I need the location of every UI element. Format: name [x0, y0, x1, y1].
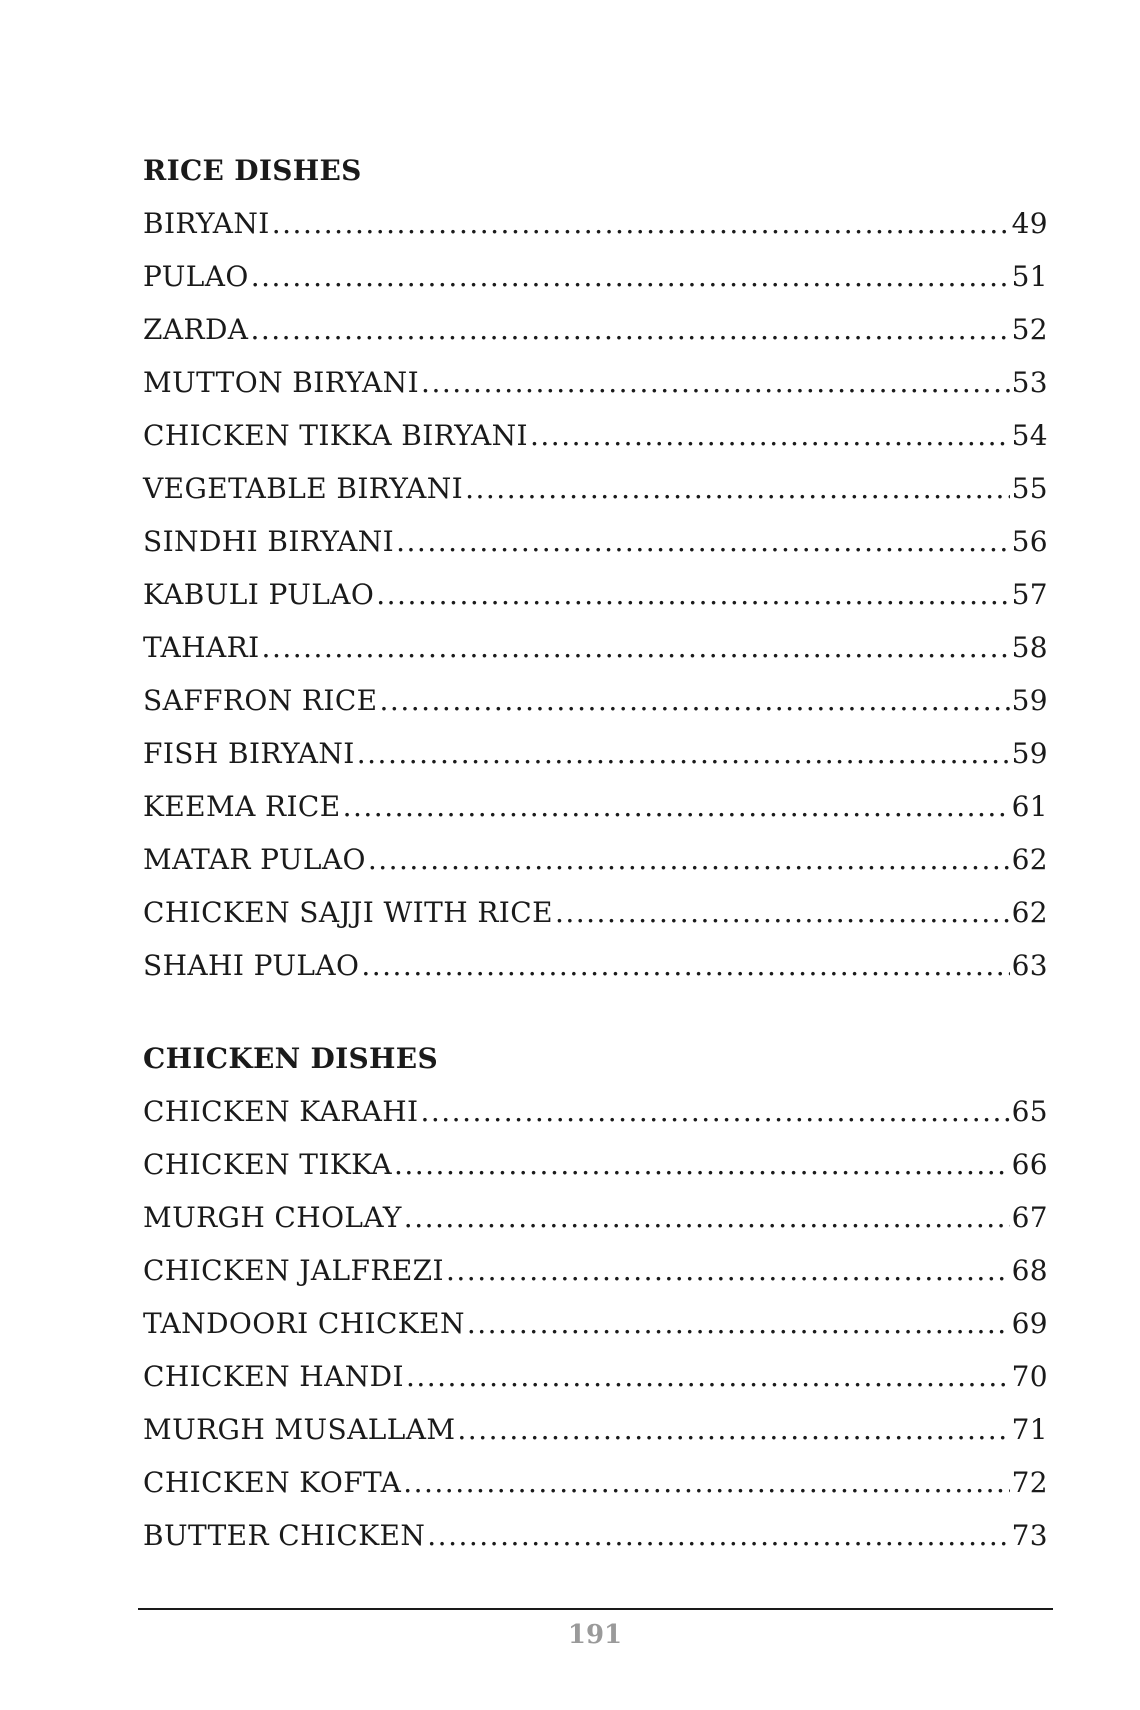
toc-entry: [143, 788, 1048, 841]
toc-entry-title: CHICKEN KARAHI: [143, 1095, 419, 1128]
dot-leader: [343, 788, 1010, 826]
dot-leader: [421, 364, 1010, 402]
toc-entry-title: ZARDA: [143, 313, 249, 346]
toc-list: [143, 1093, 1048, 1570]
section-heading: RICE DISHES: [143, 154, 362, 187]
dot-leader: [467, 1305, 1010, 1343]
dot-leader: [376, 576, 1009, 614]
toc-list: [143, 205, 1048, 1000]
toc-entry: [143, 258, 1048, 311]
toc-entry-page-number: 53: [1011, 366, 1048, 399]
dot-leader: [406, 1358, 1010, 1396]
dot-leader: [403, 1464, 1009, 1502]
toc-section-rice-dishes: [143, 152, 1048, 1000]
section-heading: CHICKEN DISHES: [143, 1042, 438, 1075]
toc-entry: [143, 417, 1048, 470]
toc-entry-page-number: 70: [1011, 1360, 1048, 1393]
toc-entry-page-number: 52: [1011, 313, 1048, 346]
toc-entry: [143, 470, 1048, 523]
toc-entry: [143, 1464, 1048, 1517]
dot-leader: [262, 629, 1010, 667]
toc-entry-page-number: 69: [1011, 1307, 1048, 1340]
footer-divider: [138, 1608, 1053, 1610]
toc-entry-title: VEGETABLE BIRYANI: [143, 472, 464, 505]
dot-leader: [465, 470, 1009, 508]
toc-entry-page-number: 73: [1011, 1519, 1048, 1552]
dot-leader: [368, 841, 1010, 879]
toc-entry-page-number: 62: [1011, 843, 1048, 876]
toc-entry-page-number: 66: [1011, 1148, 1048, 1181]
toc-entry-page-number: 54: [1011, 419, 1048, 452]
toc-entry-page-number: 57: [1011, 578, 1048, 611]
dot-leader: [272, 205, 1010, 243]
toc-entry-page-number: 62: [1011, 896, 1048, 929]
toc-entry: [143, 1411, 1048, 1464]
toc-entry-page-number: 72: [1011, 1466, 1048, 1499]
toc-entry-title: KABULI PULAO: [143, 578, 375, 611]
toc-entry-title: BUTTER CHICKEN: [143, 1519, 426, 1552]
toc-entry-title: MURGH CHOLAY: [143, 1201, 402, 1234]
toc-entry-page-number: 63: [1011, 949, 1048, 982]
dot-leader: [457, 1411, 1009, 1449]
toc-entry-title: BIRYANI: [143, 207, 270, 240]
toc-entry-page-number: 59: [1011, 684, 1048, 717]
toc-entry: [143, 523, 1048, 576]
toc-entry-page-number: 67: [1011, 1201, 1048, 1234]
toc-entry-title: CHICKEN TIKKA BIRYANI: [143, 419, 528, 452]
dot-leader: [404, 1199, 1010, 1237]
toc-entry-title: MATAR PULAO: [143, 843, 366, 876]
toc-entry-title: CHICKEN HANDI: [143, 1360, 404, 1393]
toc-entry-title: SAFFRON RICE: [143, 684, 378, 717]
toc-entry: [143, 1517, 1048, 1570]
toc-entry-title: TAHARI: [143, 631, 260, 664]
toc-entry: [143, 1146, 1048, 1199]
toc-entry-title: CHICKEN JALFREZI: [143, 1254, 444, 1287]
toc-entry-title: CHICKEN TIKKA: [143, 1148, 392, 1181]
dot-leader: [380, 682, 1010, 720]
toc-entry: [143, 1252, 1048, 1305]
dot-leader: [530, 417, 1010, 455]
toc-entry-title: MURGH MUSALLAM: [143, 1413, 456, 1446]
toc-entry: [143, 894, 1048, 947]
dot-leader: [250, 311, 1009, 349]
dot-leader: [361, 947, 1009, 985]
toc-entry-page-number: 58: [1011, 631, 1048, 664]
toc-entry-title: MUTTON BIRYANI: [143, 366, 420, 399]
toc-entry-title: PULAO: [143, 260, 249, 293]
toc-entry-page-number: 68: [1011, 1254, 1048, 1287]
page-number: 191: [567, 1620, 623, 1650]
dot-leader: [396, 523, 1009, 561]
dot-leader: [446, 1252, 1010, 1290]
dot-leader: [394, 1146, 1010, 1184]
toc-section-chicken-dishes: [143, 1040, 1048, 1570]
toc-entry-title: CHICKEN SAJJI WITH RICE: [143, 896, 553, 929]
toc-entry-title: SHAHI PULAO: [143, 949, 360, 982]
toc-entry: [143, 735, 1048, 788]
dot-leader: [420, 1093, 1009, 1131]
toc-entry-page-number: 71: [1011, 1413, 1048, 1446]
toc-entry: [143, 311, 1048, 364]
toc-entry: [143, 841, 1048, 894]
toc-entry: [143, 364, 1048, 417]
toc-entry-title: KEEMA RICE: [143, 790, 341, 823]
toc-entry: [143, 1358, 1048, 1411]
toc-entry: [143, 1093, 1048, 1146]
toc-entry-page-number: 55: [1011, 472, 1048, 505]
toc-entry-page-number: 59: [1011, 737, 1048, 770]
toc-entry-page-number: 49: [1011, 207, 1048, 240]
toc-entry: [143, 682, 1048, 735]
toc-entry-title: TANDOORI CHICKEN: [143, 1307, 465, 1340]
dot-leader: [357, 735, 1010, 773]
dot-leader: [427, 1517, 1009, 1555]
toc-entry-title: SINDHI BIRYANI: [143, 525, 395, 558]
toc-entry: [143, 205, 1048, 258]
dot-leader: [555, 894, 1010, 932]
toc-entry: [143, 576, 1048, 629]
toc-entry-page-number: 51: [1011, 260, 1048, 293]
toc-entry-page-number: 65: [1011, 1095, 1048, 1128]
toc-entry: [143, 1305, 1048, 1358]
toc-entry: [143, 629, 1048, 682]
dot-leader: [251, 258, 1010, 296]
toc-entry-title: CHICKEN KOFTA: [143, 1466, 402, 1499]
toc-entry-page-number: 56: [1011, 525, 1048, 558]
toc-entry: [143, 1199, 1048, 1252]
toc-entry-page-number: 61: [1011, 790, 1048, 823]
toc-entry: [143, 947, 1048, 1000]
toc-entry-title: FISH BIRYANI: [143, 737, 355, 770]
